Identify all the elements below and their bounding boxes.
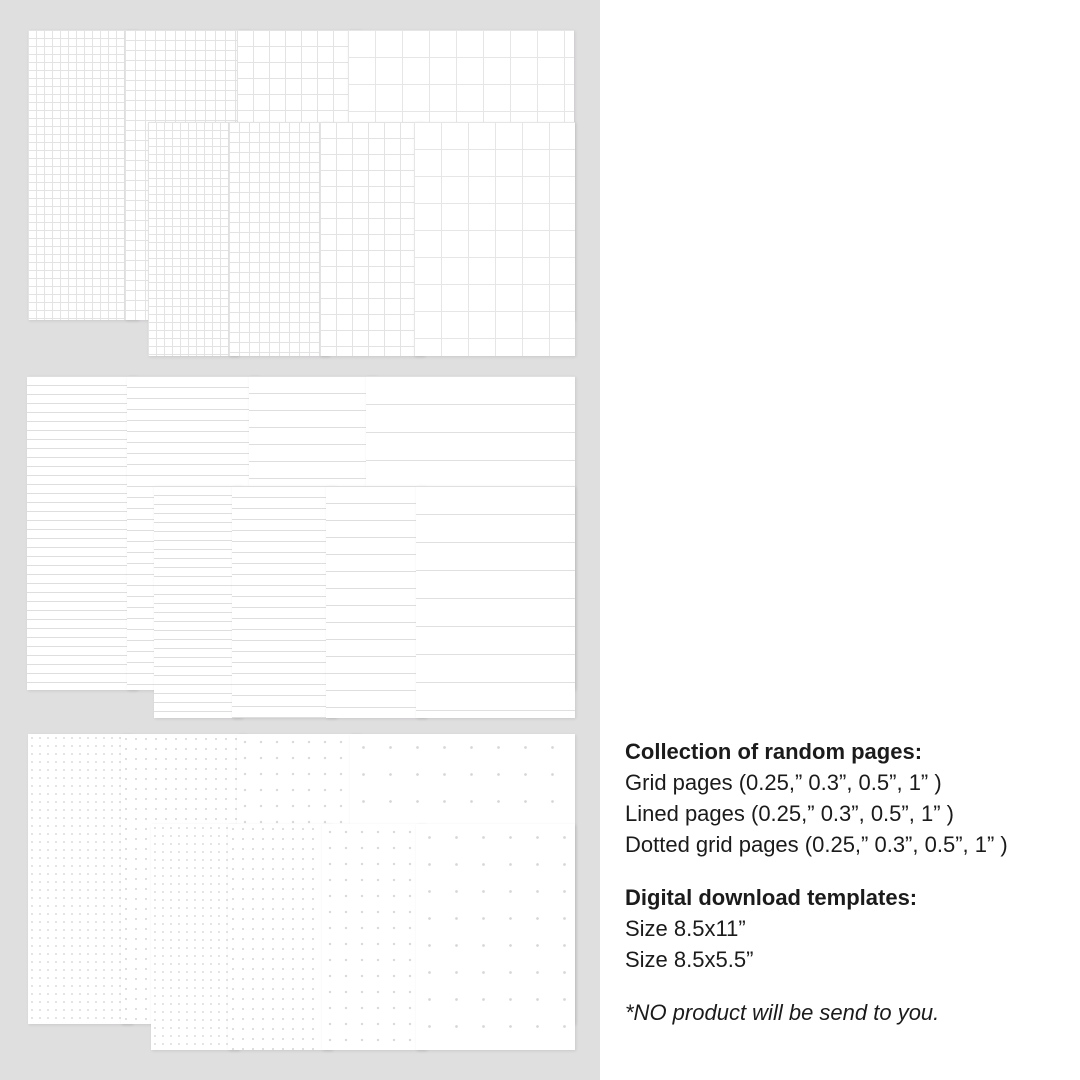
grid-page-sample — [320, 122, 424, 356]
grid-page-sample — [148, 122, 238, 356]
grid-page-sample — [229, 122, 329, 356]
collection-heading: Collection of random pages: — [625, 739, 923, 764]
lined-page-sample — [232, 486, 336, 718]
disclaimer-note: *NO product will be send to you. — [625, 1000, 940, 1025]
lined-pages-line: Lined pages (0.25,” 0.3”, 0.5”, 1” ) — [625, 801, 954, 826]
dotted-pages-line: Dotted grid pages (0.25,” 0.3”, 0.5”, 1” ) — [625, 832, 1008, 857]
grid-page-sample — [414, 122, 575, 356]
lined-page-sample — [416, 486, 575, 718]
spacer — [625, 860, 1065, 882]
dotted-page-sample — [322, 824, 426, 1050]
lined-page-sample — [154, 486, 242, 718]
size-half-letter-line: Size 8.5x5.5” — [625, 947, 754, 972]
size-letter-line: Size 8.5x11” — [625, 916, 746, 941]
dotted-page-sample — [28, 734, 132, 1024]
grid-page-sample — [28, 30, 138, 320]
product-description — [625, 736, 1065, 1028]
dotted-page-sample — [416, 824, 575, 1050]
lined-page-sample — [27, 376, 137, 690]
lined-page-sample — [326, 486, 426, 718]
grid-pages-line: Grid pages (0.25,” 0.3”, 0.5”, 1” ) — [625, 770, 942, 795]
dotted-page-sample — [228, 824, 332, 1050]
dotted-page-sample — [151, 824, 239, 1050]
spacer — [625, 975, 1065, 997]
templates-heading: Digital download templates: — [625, 885, 918, 910]
